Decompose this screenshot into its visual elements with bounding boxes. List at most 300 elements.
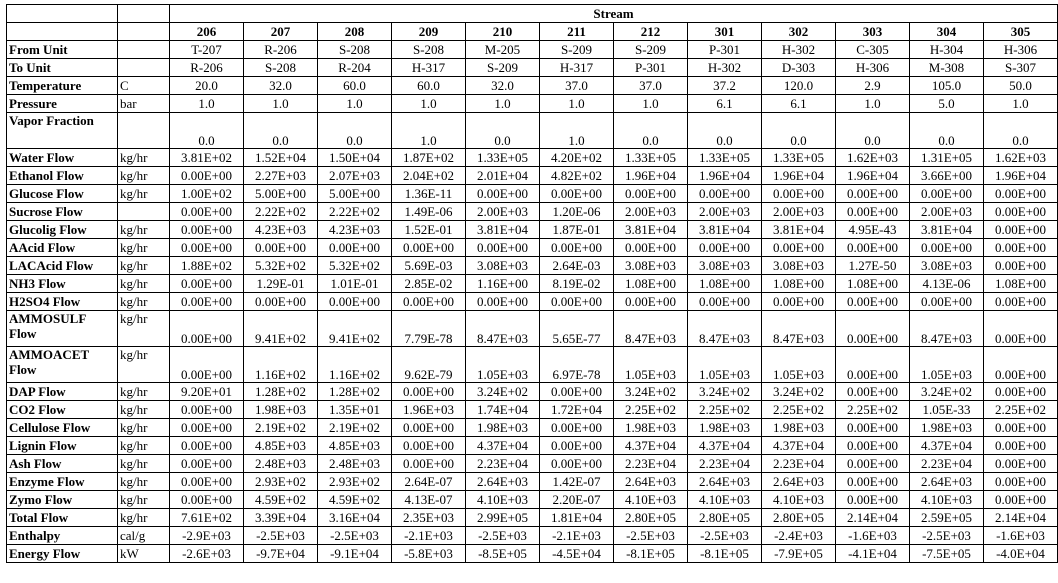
table-cell: 4.59E+02 bbox=[318, 491, 392, 509]
stream-number-cell: 207 bbox=[244, 23, 318, 41]
stream-number-cell: 211 bbox=[540, 23, 614, 41]
table-cell: 0.00E+00 bbox=[170, 437, 244, 455]
row-label: Cellulose Flow bbox=[7, 419, 118, 437]
table-cell: 2.25E+02 bbox=[614, 401, 688, 419]
table-row bbox=[7, 455, 1058, 473]
table-cell: 2.07E+03 bbox=[318, 167, 392, 185]
row-unit: C bbox=[118, 77, 170, 95]
table-cell: P-301 bbox=[688, 41, 762, 59]
table-cell: 0.00E+00 bbox=[836, 203, 910, 221]
table-cell: 2.64E+03 bbox=[688, 473, 762, 491]
table-cell: 0.00E+00 bbox=[318, 239, 392, 257]
table-cell: 4.10E+03 bbox=[614, 491, 688, 509]
table-cell: 5.65E-77 bbox=[540, 311, 614, 347]
table-row bbox=[7, 221, 1058, 239]
table-cell: 1.62E+03 bbox=[984, 149, 1058, 167]
table-cell: 1.0 bbox=[984, 95, 1058, 113]
table-cell: 37.0 bbox=[614, 77, 688, 95]
table-cell: 2.00E+03 bbox=[762, 203, 836, 221]
table-cell: 4.59E+02 bbox=[244, 491, 318, 509]
table-cell: S-208 bbox=[244, 59, 318, 77]
table-cell: 1.31E+05 bbox=[910, 149, 984, 167]
stream-number-cell: 212 bbox=[614, 23, 688, 41]
row-unit: kg/hr bbox=[118, 149, 170, 167]
table-cell: 5.0 bbox=[910, 95, 984, 113]
table-cell: 0.00E+00 bbox=[170, 293, 244, 311]
table-cell: 0.00E+00 bbox=[984, 437, 1058, 455]
table-cell: 0.00E+00 bbox=[244, 239, 318, 257]
row-label: Sucrose Flow bbox=[7, 203, 118, 221]
table-cell: 3.08E+03 bbox=[910, 257, 984, 275]
table-cell: 2.00E+03 bbox=[466, 203, 540, 221]
table-cell: 3.39E+04 bbox=[244, 509, 318, 527]
table-cell: 1.16E+00 bbox=[466, 275, 540, 293]
table-cell: -2.9E+03 bbox=[170, 527, 244, 545]
table-cell: 0.00E+00 bbox=[762, 185, 836, 203]
table-cell: 0.00E+00 bbox=[614, 293, 688, 311]
row-label: Enthalpy bbox=[7, 527, 118, 545]
table-cell: 0.00E+00 bbox=[910, 239, 984, 257]
table-cell: 1.35E+01 bbox=[318, 401, 392, 419]
table-cell: -2.5E+03 bbox=[244, 527, 318, 545]
row-label: H2SO4 Flow bbox=[7, 293, 118, 311]
table-cell: 0.00E+00 bbox=[170, 401, 244, 419]
table-cell: 50.0 bbox=[984, 77, 1058, 95]
table-cell: 1.98E+03 bbox=[614, 419, 688, 437]
row-unit: kg/hr bbox=[118, 311, 170, 347]
table-cell: 1.98E+03 bbox=[762, 419, 836, 437]
table-cell: 2.35E+03 bbox=[392, 509, 466, 527]
table-cell: 4.13E-06 bbox=[910, 275, 984, 293]
row-label: Zymo Flow bbox=[7, 491, 118, 509]
table-cell: 0.00E+00 bbox=[540, 455, 614, 473]
row-label: LACAcid Flow bbox=[7, 257, 118, 275]
table-cell: 2.22E+02 bbox=[244, 203, 318, 221]
table-cell: 3.08E+03 bbox=[614, 257, 688, 275]
table-cell: 0.00E+00 bbox=[984, 203, 1058, 221]
table-cell: 2.00E+03 bbox=[614, 203, 688, 221]
table-cell: -1.6E+03 bbox=[984, 527, 1058, 545]
table-row bbox=[7, 527, 1058, 545]
table-cell: 2.85E-02 bbox=[392, 275, 466, 293]
table-cell: 2.04E+02 bbox=[392, 167, 466, 185]
table-cell: 9.41E+02 bbox=[318, 311, 392, 347]
table-cell: 2.9 bbox=[836, 77, 910, 95]
table-cell: 3.66E+00 bbox=[910, 167, 984, 185]
stream-table-body bbox=[7, 5, 1058, 563]
row-label: Vapor Fraction bbox=[7, 113, 118, 149]
table-cell: 0.00E+00 bbox=[984, 473, 1058, 491]
table-cell: 1.33E+05 bbox=[688, 149, 762, 167]
row-label: DAP Flow bbox=[7, 383, 118, 401]
table-cell: 6.97E-78 bbox=[540, 347, 614, 383]
row-unit: kg/hr bbox=[118, 491, 170, 509]
table-cell: 0.0 bbox=[984, 113, 1058, 149]
table-cell: 0.00E+00 bbox=[170, 491, 244, 509]
row-unit bbox=[118, 59, 170, 77]
row-label: AMMOACET Flow bbox=[7, 347, 118, 383]
table-cell: 9.20E+01 bbox=[170, 383, 244, 401]
table-cell: 0.00E+00 bbox=[170, 419, 244, 437]
table-cell: R-206 bbox=[170, 59, 244, 77]
row-label: Glucolig Flow bbox=[7, 221, 118, 239]
table-cell: 2.23E+04 bbox=[910, 455, 984, 473]
table-cell: 1.74E+04 bbox=[466, 401, 540, 419]
table-cell: 1.16E+02 bbox=[318, 347, 392, 383]
stream-number-cell: 302 bbox=[762, 23, 836, 41]
table-cell: 4.37E+04 bbox=[614, 437, 688, 455]
row-label: Energy Flow bbox=[7, 545, 118, 563]
row-unit: cal/g bbox=[118, 527, 170, 545]
table-cell: 4.10E+03 bbox=[466, 491, 540, 509]
table-cell: 1.88E+02 bbox=[170, 257, 244, 275]
table-cell: 105.0 bbox=[910, 77, 984, 95]
table-row bbox=[7, 257, 1058, 275]
table-cell: 3.16E+04 bbox=[318, 509, 392, 527]
row-unit: kg/hr bbox=[118, 509, 170, 527]
row-label: Water Flow bbox=[7, 149, 118, 167]
table-cell: 0.00E+00 bbox=[466, 239, 540, 257]
table-cell: 1.28E+02 bbox=[318, 383, 392, 401]
table-cell: 1.62E+03 bbox=[836, 149, 910, 167]
table-cell: 1.42E-07 bbox=[540, 473, 614, 491]
row-unit: bar bbox=[118, 95, 170, 113]
table-cell: -2.5E+03 bbox=[318, 527, 392, 545]
table-cell: 0.00E+00 bbox=[614, 185, 688, 203]
table-cell: 0.00E+00 bbox=[540, 185, 614, 203]
table-cell: 0.00E+00 bbox=[318, 293, 392, 311]
stream-number-cell: 209 bbox=[392, 23, 466, 41]
table-cell: -9.7E+04 bbox=[244, 545, 318, 563]
table-row bbox=[7, 275, 1058, 293]
table-cell: 4.13E-07 bbox=[392, 491, 466, 509]
table-cell: 4.37E+04 bbox=[910, 437, 984, 455]
table-cell: 0.00E+00 bbox=[984, 455, 1058, 473]
table-cell: H-306 bbox=[836, 59, 910, 77]
table-cell: 2.19E+02 bbox=[244, 419, 318, 437]
table-cell: H-304 bbox=[910, 41, 984, 59]
table-cell: S-208 bbox=[392, 41, 466, 59]
table-cell: S-209 bbox=[466, 59, 540, 77]
table-cell: 1.0 bbox=[170, 95, 244, 113]
table-cell: 4.85E+03 bbox=[244, 437, 318, 455]
table-cell: 0.00E+00 bbox=[762, 239, 836, 257]
table-cell: 1.05E+03 bbox=[466, 347, 540, 383]
table-cell: 4.37E+04 bbox=[466, 437, 540, 455]
table-cell: 0.00E+00 bbox=[392, 383, 466, 401]
table-cell: 2.25E+02 bbox=[984, 401, 1058, 419]
table-cell: 4.37E+04 bbox=[688, 437, 762, 455]
table-row bbox=[7, 149, 1058, 167]
table-row bbox=[7, 95, 1058, 113]
table-cell: -4.0E+04 bbox=[984, 545, 1058, 563]
stream-number-cell: 301 bbox=[688, 23, 762, 41]
table-row bbox=[7, 77, 1058, 95]
table-cell: 2.80E+05 bbox=[688, 509, 762, 527]
row-label: Glucose Flow bbox=[7, 185, 118, 203]
table-cell: 4.10E+03 bbox=[762, 491, 836, 509]
table-cell: 9.41E+02 bbox=[244, 311, 318, 347]
table-cell: 3.81E+02 bbox=[170, 149, 244, 167]
table-cell: 2.01E+04 bbox=[466, 167, 540, 185]
table-cell: -8.1E+05 bbox=[614, 545, 688, 563]
table-row bbox=[7, 185, 1058, 203]
table-cell: 1.33E+05 bbox=[614, 149, 688, 167]
table-cell: 1.96E+04 bbox=[614, 167, 688, 185]
table-cell: -2.5E+03 bbox=[688, 527, 762, 545]
table-cell: T-207 bbox=[170, 41, 244, 59]
table-row bbox=[7, 113, 1058, 149]
table-cell: 0.00E+00 bbox=[392, 293, 466, 311]
table-cell: 0.00E+00 bbox=[170, 473, 244, 491]
table-cell: 1.29E-01 bbox=[244, 275, 318, 293]
table-cell: 1.08E+00 bbox=[762, 275, 836, 293]
table-cell: 2.64E-07 bbox=[392, 473, 466, 491]
row-label: Enzyme Flow bbox=[7, 473, 118, 491]
table-cell: 2.93E+02 bbox=[318, 473, 392, 491]
table-cell: 20.0 bbox=[170, 77, 244, 95]
table-cell: C-305 bbox=[836, 41, 910, 59]
table-cell: -4.5E+04 bbox=[540, 545, 614, 563]
table-cell: 1.98E+03 bbox=[466, 419, 540, 437]
table-cell: -4.1E+04 bbox=[836, 545, 910, 563]
row-unit bbox=[118, 41, 170, 59]
table-cell: 0.00E+00 bbox=[910, 185, 984, 203]
table-cell: 8.19E-02 bbox=[540, 275, 614, 293]
table-cell: 3.81E+04 bbox=[762, 221, 836, 239]
row-unit: kg/hr bbox=[118, 185, 170, 203]
table-cell: 3.24E+02 bbox=[910, 383, 984, 401]
table-cell: 3.08E+03 bbox=[688, 257, 762, 275]
row-unit: kg/hr bbox=[118, 293, 170, 311]
table-row bbox=[7, 41, 1058, 59]
table-cell: 1.36E-11 bbox=[392, 185, 466, 203]
row-label: Total Flow bbox=[7, 509, 118, 527]
table-cell: 0.00E+00 bbox=[614, 239, 688, 257]
table-cell: 0.00E+00 bbox=[836, 185, 910, 203]
table-cell: 2.00E+03 bbox=[688, 203, 762, 221]
table-row bbox=[7, 167, 1058, 185]
table-row bbox=[7, 545, 1058, 563]
table-cell: 0.00E+00 bbox=[984, 419, 1058, 437]
table-cell: 1.49E-06 bbox=[392, 203, 466, 221]
table-row bbox=[7, 347, 1058, 383]
table-cell: 0.00E+00 bbox=[688, 293, 762, 311]
table-cell: 2.14E+04 bbox=[984, 509, 1058, 527]
table-cell: 4.10E+03 bbox=[688, 491, 762, 509]
table-cell: 0.00E+00 bbox=[170, 221, 244, 239]
table-cell: 0.00E+00 bbox=[392, 239, 466, 257]
row-label: NH3 Flow bbox=[7, 275, 118, 293]
table-cell: 0.00E+00 bbox=[540, 437, 614, 455]
table-cell: 1.01E-01 bbox=[318, 275, 392, 293]
table-cell: 37.2 bbox=[688, 77, 762, 95]
table-cell: 0.0 bbox=[762, 113, 836, 149]
row-unit: kg/hr bbox=[118, 239, 170, 257]
table-cell: 2.19E+02 bbox=[318, 419, 392, 437]
table-cell: -2.5E+03 bbox=[614, 527, 688, 545]
table-row bbox=[7, 383, 1058, 401]
table-cell: 0.00E+00 bbox=[984, 383, 1058, 401]
table-cell: 1.16E+02 bbox=[244, 347, 318, 383]
table-cell: 1.96E+04 bbox=[836, 167, 910, 185]
table-cell: 0.00E+00 bbox=[540, 293, 614, 311]
table-cell: 37.0 bbox=[540, 77, 614, 95]
table-cell: 3.81E+04 bbox=[614, 221, 688, 239]
table-cell: 2.23E+04 bbox=[466, 455, 540, 473]
table-row bbox=[7, 419, 1058, 437]
table-cell: 1.96E+04 bbox=[762, 167, 836, 185]
table-cell: 0.0 bbox=[910, 113, 984, 149]
table-cell: 2.22E+02 bbox=[318, 203, 392, 221]
table-cell: 1.33E+05 bbox=[466, 149, 540, 167]
table-row bbox=[7, 59, 1058, 77]
table-cell: 0.00E+00 bbox=[836, 419, 910, 437]
table-cell: 0.0 bbox=[466, 113, 540, 149]
table-cell: 0.00E+00 bbox=[984, 293, 1058, 311]
table-cell: 6.1 bbox=[762, 95, 836, 113]
row-label: Temperature bbox=[7, 77, 118, 95]
table-cell: M-308 bbox=[910, 59, 984, 77]
corner-blank bbox=[7, 5, 118, 23]
table-cell: 2.23E+04 bbox=[688, 455, 762, 473]
table-cell: 0.00E+00 bbox=[540, 383, 614, 401]
row-unit: kg/hr bbox=[118, 419, 170, 437]
table-cell: 8.47E+03 bbox=[688, 311, 762, 347]
table-cell: R-204 bbox=[318, 59, 392, 77]
table-cell: 1.81E+04 bbox=[540, 509, 614, 527]
table-cell: 2.20E-07 bbox=[540, 491, 614, 509]
table-cell: 0.00E+00 bbox=[392, 437, 466, 455]
table-cell: 5.00E+00 bbox=[244, 185, 318, 203]
table-cell: 0.0 bbox=[244, 113, 318, 149]
table-cell: 0.00E+00 bbox=[836, 437, 910, 455]
table-cell: 1.0 bbox=[392, 95, 466, 113]
table-cell: 2.48E+03 bbox=[244, 455, 318, 473]
table-cell: M-205 bbox=[466, 41, 540, 59]
table-row bbox=[7, 491, 1058, 509]
table-cell: -2.1E+03 bbox=[392, 527, 466, 545]
table-cell: 0.00E+00 bbox=[540, 419, 614, 437]
table-cell: 2.64E+03 bbox=[614, 473, 688, 491]
table-cell: 1.98E+03 bbox=[244, 401, 318, 419]
table-cell: P-301 bbox=[614, 59, 688, 77]
table-cell: 32.0 bbox=[466, 77, 540, 95]
table-cell: 0.00E+00 bbox=[466, 185, 540, 203]
table-cell: 0.0 bbox=[836, 113, 910, 149]
table-cell: 1.20E-06 bbox=[540, 203, 614, 221]
table-cell: -7.5E+05 bbox=[910, 545, 984, 563]
table-cell: 4.37E+04 bbox=[762, 437, 836, 455]
table-cell: 0.00E+00 bbox=[984, 221, 1058, 239]
table-cell: 0.0 bbox=[688, 113, 762, 149]
row-label: Ash Flow bbox=[7, 455, 118, 473]
table-row bbox=[7, 293, 1058, 311]
table-cell: 60.0 bbox=[318, 77, 392, 95]
stream-group-header: Stream bbox=[170, 5, 1058, 23]
table-cell: 8.47E+03 bbox=[466, 311, 540, 347]
table-cell: 1.52E-01 bbox=[392, 221, 466, 239]
table-row bbox=[7, 401, 1058, 419]
row-label: AAcid Flow bbox=[7, 239, 118, 257]
table-cell: 0.0 bbox=[170, 113, 244, 149]
table-cell: 60.0 bbox=[392, 77, 466, 95]
row-unit: kg/hr bbox=[118, 437, 170, 455]
table-cell: H-317 bbox=[392, 59, 466, 77]
table-cell: 3.81E+04 bbox=[688, 221, 762, 239]
table-cell: 2.27E+03 bbox=[244, 167, 318, 185]
stream-number-cell: 210 bbox=[466, 23, 540, 41]
table-cell: 0.0 bbox=[614, 113, 688, 149]
table-cell: 4.23E+03 bbox=[244, 221, 318, 239]
table-cell: -2.5E+03 bbox=[466, 527, 540, 545]
table-row bbox=[7, 203, 1058, 221]
table-cell: -2.6E+03 bbox=[170, 545, 244, 563]
table-cell: 3.81E+04 bbox=[466, 221, 540, 239]
row-unit: kg/hr bbox=[118, 257, 170, 275]
table-cell: 9.62E-79 bbox=[392, 347, 466, 383]
table-cell: 0.00E+00 bbox=[688, 239, 762, 257]
table-cell: 0.00E+00 bbox=[836, 239, 910, 257]
row-unit: kg/hr bbox=[118, 473, 170, 491]
table-cell: 0.00E+00 bbox=[984, 185, 1058, 203]
corner-blank-unit bbox=[118, 5, 170, 23]
table-row bbox=[7, 311, 1058, 347]
table-cell: 0.00E+00 bbox=[984, 347, 1058, 383]
table-cell: 1.08E+00 bbox=[614, 275, 688, 293]
table-cell: 1.33E+05 bbox=[762, 149, 836, 167]
table-cell: 3.08E+03 bbox=[466, 257, 540, 275]
table-cell: 2.64E+03 bbox=[466, 473, 540, 491]
table-cell: 1.08E+00 bbox=[688, 275, 762, 293]
table-cell: 1.27E-50 bbox=[836, 257, 910, 275]
row-unit: kg/hr bbox=[118, 167, 170, 185]
table-cell: 1.0 bbox=[836, 95, 910, 113]
table-cell: 2.64E-03 bbox=[540, 257, 614, 275]
table-cell: 2.48E+03 bbox=[318, 455, 392, 473]
table-cell: 4.85E+03 bbox=[318, 437, 392, 455]
table-cell: 0.0 bbox=[318, 113, 392, 149]
corner-blank-unit-2 bbox=[118, 23, 170, 41]
table-cell: 0.00E+00 bbox=[466, 293, 540, 311]
table-cell: 1.98E+03 bbox=[688, 419, 762, 437]
table-cell: 1.96E+04 bbox=[688, 167, 762, 185]
row-unit: kg/hr bbox=[118, 347, 170, 383]
table-cell: 1.05E+03 bbox=[910, 347, 984, 383]
table-cell: 1.0 bbox=[614, 95, 688, 113]
table-cell: 1.05E+03 bbox=[688, 347, 762, 383]
table-cell: 0.00E+00 bbox=[984, 311, 1058, 347]
table-cell: 1.0 bbox=[244, 95, 318, 113]
table-cell: 1.96E+04 bbox=[984, 167, 1058, 185]
row-label: From Unit bbox=[7, 41, 118, 59]
table-cell: 0.00E+00 bbox=[392, 455, 466, 473]
table-cell: 3.24E+02 bbox=[762, 383, 836, 401]
row-unit: kg/hr bbox=[118, 401, 170, 419]
table-cell: -5.8E+03 bbox=[392, 545, 466, 563]
table-cell: 2.00E+03 bbox=[910, 203, 984, 221]
row-unit: kg/hr bbox=[118, 275, 170, 293]
table-cell: 2.23E+04 bbox=[762, 455, 836, 473]
row-label: AMMOSULF Flow bbox=[7, 311, 118, 347]
table-cell: 0.00E+00 bbox=[170, 239, 244, 257]
table-cell: 2.80E+05 bbox=[762, 509, 836, 527]
table-row bbox=[7, 239, 1058, 257]
table-cell: H-306 bbox=[984, 41, 1058, 59]
row-unit: kg/hr bbox=[118, 383, 170, 401]
table-cell: 1.0 bbox=[540, 95, 614, 113]
corner-blank-2 bbox=[7, 23, 118, 41]
